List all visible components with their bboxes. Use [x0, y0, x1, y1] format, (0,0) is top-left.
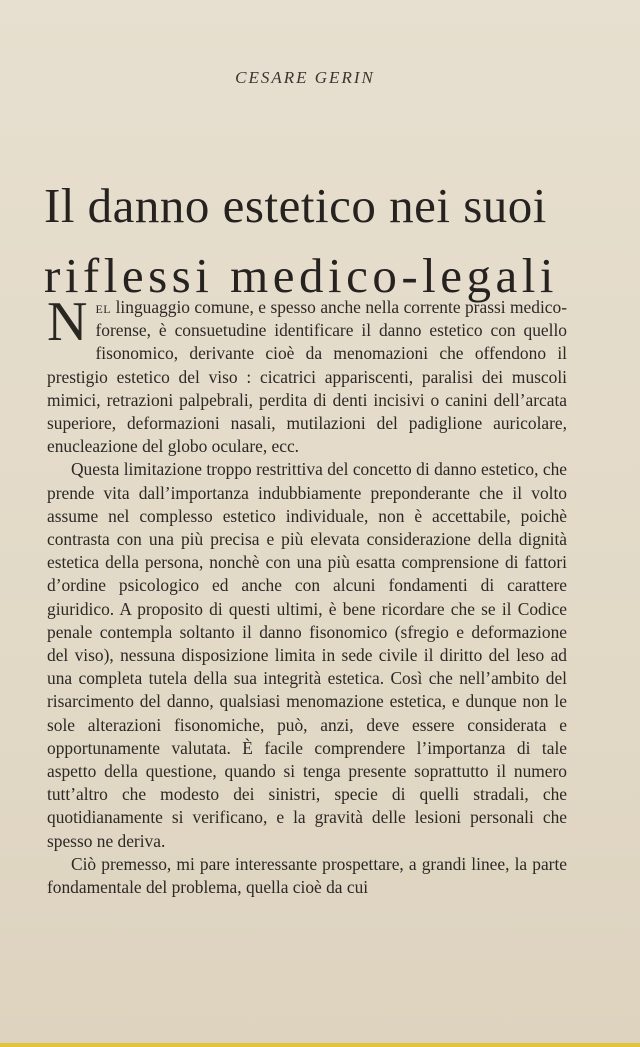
title-line-2: riflessi medico-legali — [44, 247, 558, 303]
drop-cap: N — [47, 291, 88, 353]
paragraph-3: Ciò premesso, mi pare interessante prospettare, a grandi linee, la parte fondamentale del problema, quella cioè da cui — [47, 853, 567, 898]
paragraph-2: Questa limitazione troppo restrittiva del concetto di danno estetico, che prende vita dall’importanza indubbiamente preponderante che il volto assume nel complesso estetico individuale, non è accettabile, poichè contrasta con una più precisa e più elevata considerazione della dignità estetica della persona, nonchè con una più esatta comprensione di fattori d’ordine psicologico ed anche con alcuni fondamenti di carattere giuridico. A proposito di questi ultimi, è bene ricordare che se il Codice penale contempla soltanto il danno fisonomico (sfregio e deformazione del viso), nessuna disposizione limita in sede civile il diritto del leso ad una completa tutela della sua integrità estetica. Così che nell’ambito del risarcimento del danno, qualsiasi menomazione estetica, e dunque non le sole alterazioni fisonomiche, può, anzi, deve essere considerata e opportunamente valutata. È facile comprendere l’importanza di tale aspetto della questione, quando si tenga presente soprattutto il numero tutt’altro che modesto dei sinistri, specie di quelli stradali, che quotidianamente si verificano, e la gravità delle lesioni personali che spesso ne deriva. — [47, 459, 567, 851]
paragraph-1 — [47, 291, 567, 458]
article-title — [44, 171, 604, 311]
scan-edge-strip — [0, 1043, 640, 1047]
paragraph-1-text: linguaggio comune, e spesso anche nella corrente prassi medico-forense, è consuetudine identificare il danno estetico con quello fisonomico, derivante cioè da menomazioni che offendono il prestigio estetico del viso : cicatrici appariscenti, paralisi dei muscoli mimici, retrazioni palpebrali, perdita di denti incisivi o canini dell’arcata superiore, deformazioni nasali, mutilazioni del padiglione auricolare, enucleazione del globo oculare, ecc. — [47, 297, 567, 457]
author-name: CESARE GERIN — [235, 68, 375, 87]
article-body — [47, 291, 567, 899]
title-line-1: Il danno estetico nei suoi — [44, 177, 547, 233]
opening-smallcaps: el — [95, 297, 112, 317]
